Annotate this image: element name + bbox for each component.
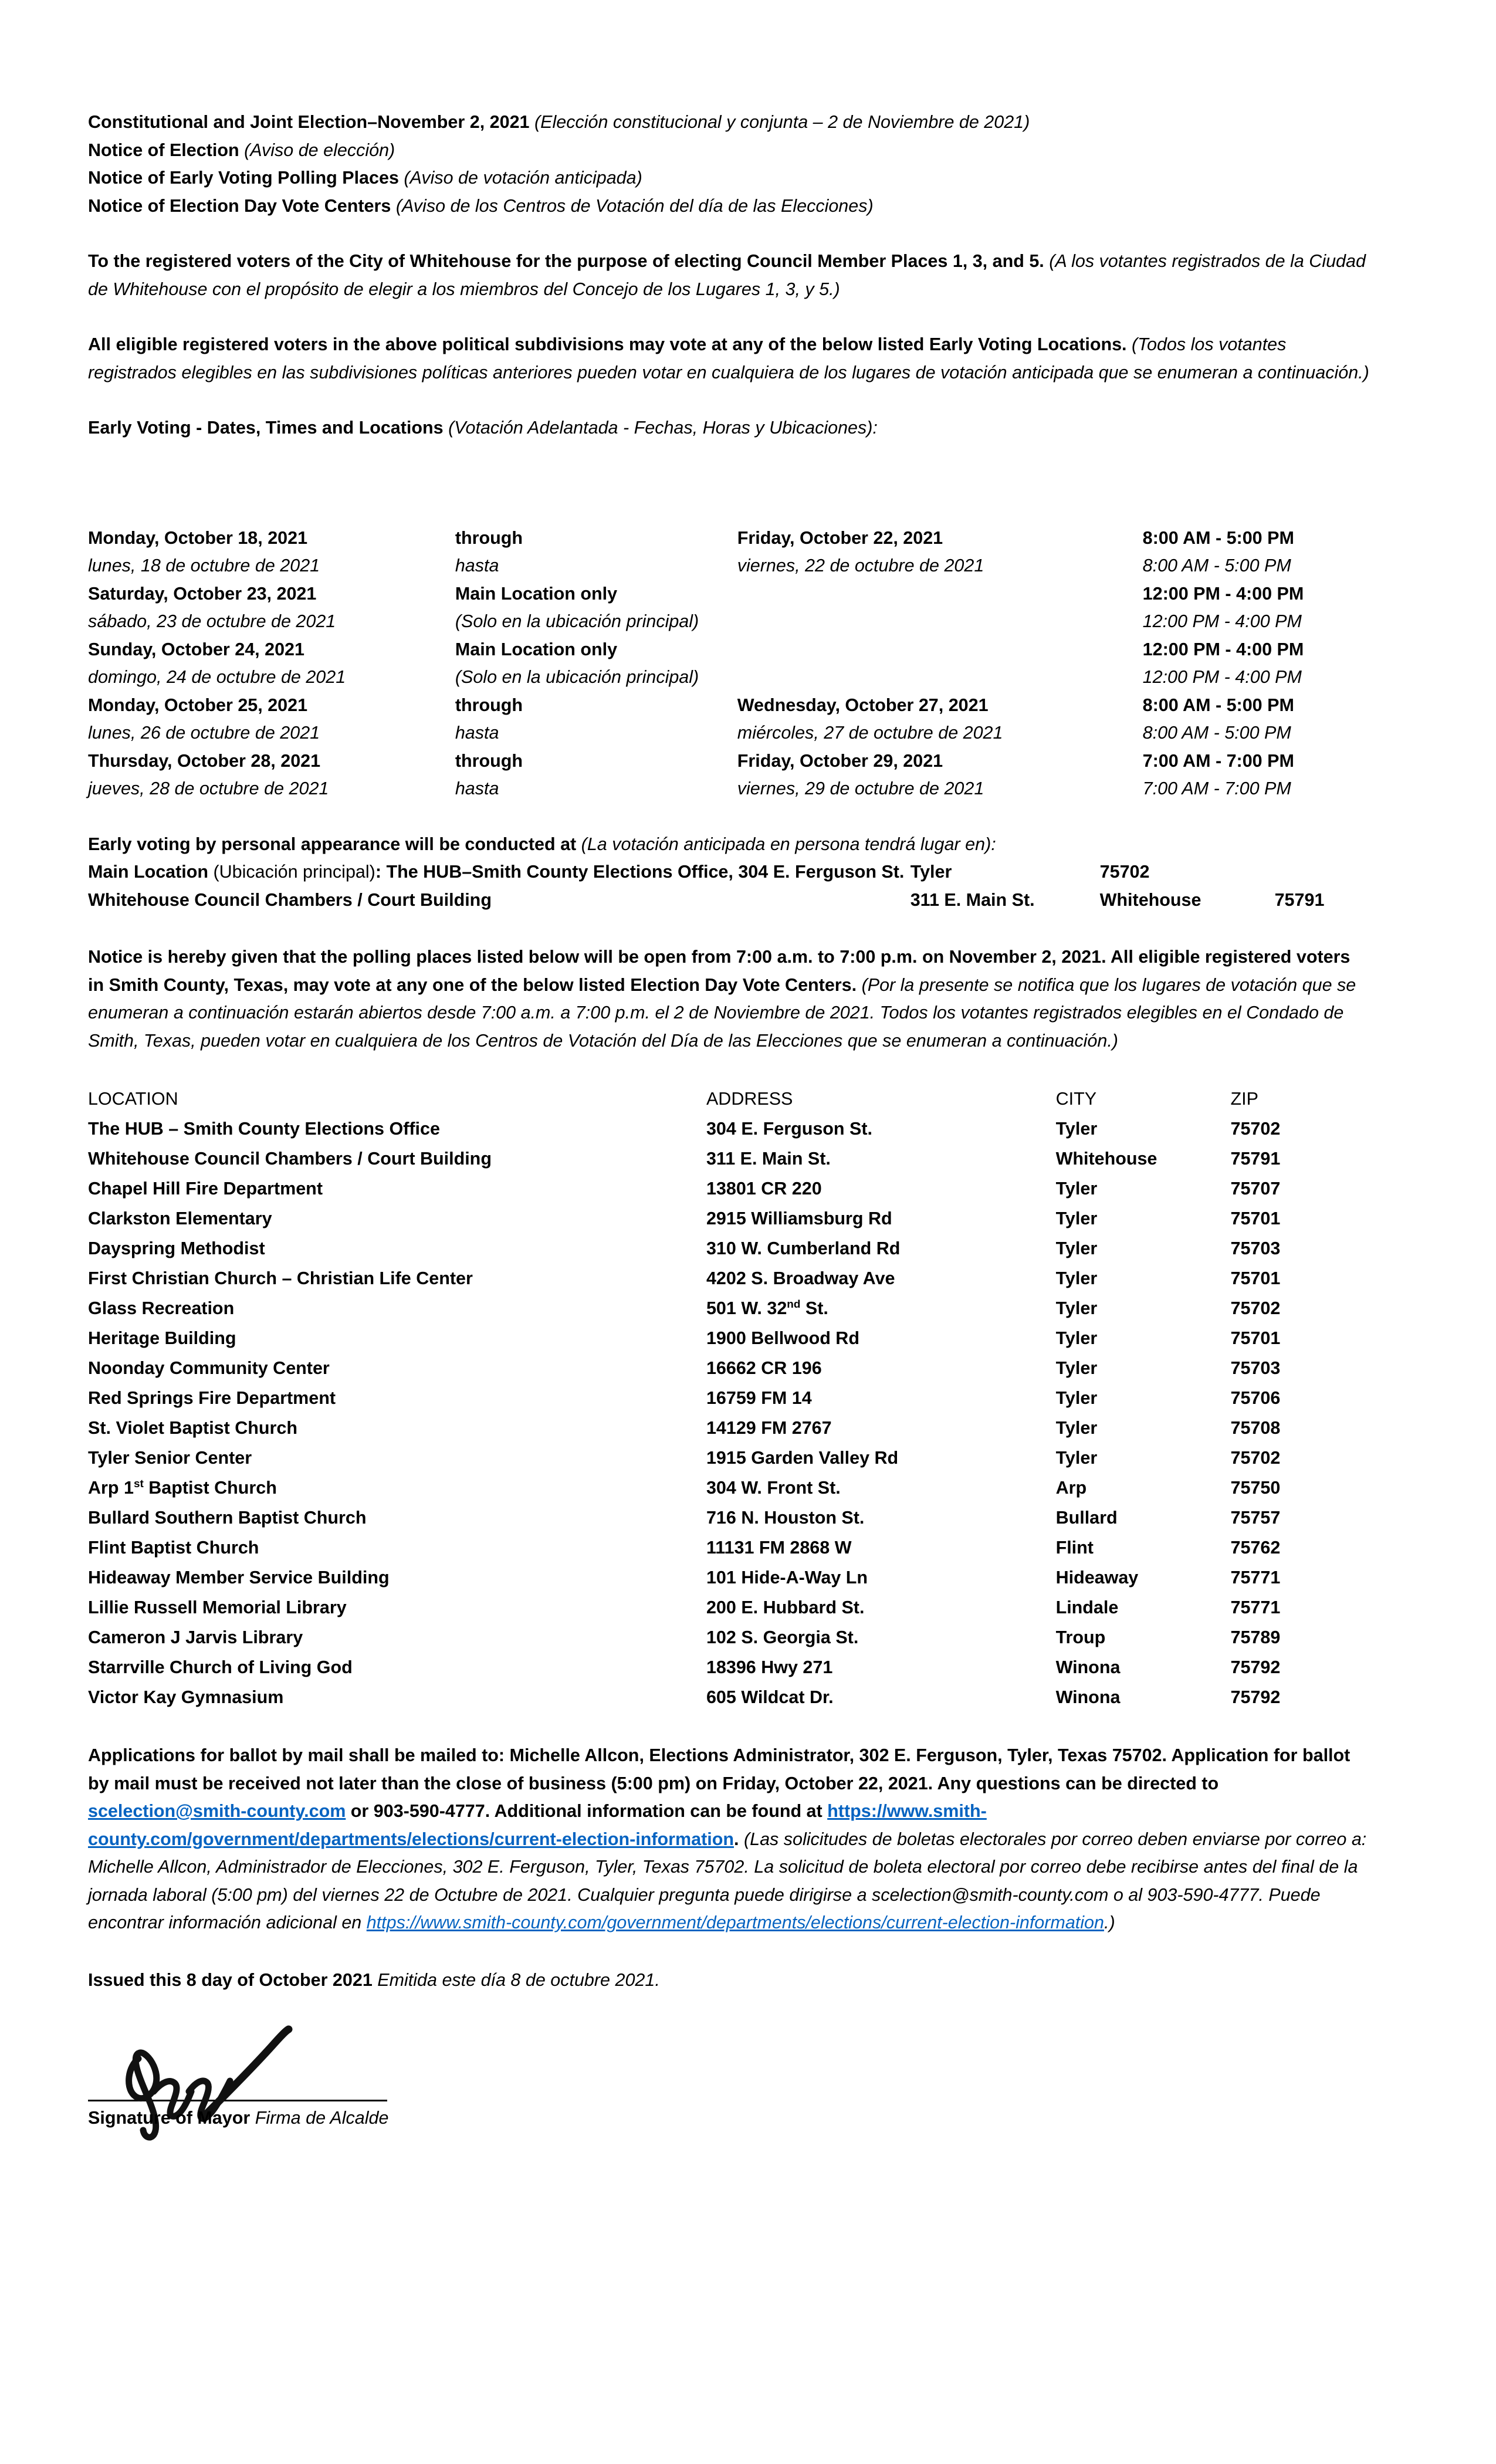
location-address: 200 E. Hubbard St.: [706, 1597, 865, 1617]
schedule-start-date: Monday, October 25, 2021: [88, 695, 308, 715]
table-row: [88, 608, 1370, 636]
table-row: [88, 524, 1370, 553]
schedule-start-date: lunes, 18 de octubre de 2021: [88, 556, 320, 576]
location-zip: 75771: [1230, 1597, 1281, 1617]
schedule-start-date: lunes, 26 de octubre de 2021: [88, 723, 320, 743]
schedule-end-date: Friday, October 22, 2021: [737, 527, 943, 548]
location-address: 102 S. Georgia St.: [706, 1627, 859, 1647]
location-address: 605 Wildcat Dr.: [706, 1687, 834, 1707]
schedule-hours: 12:00 PM - 4:00 PM: [1142, 611, 1302, 631]
main-location-label-en: Main Location: [88, 862, 214, 882]
schedule-start-date: Thursday, October 28, 2021: [88, 750, 321, 771]
schedule-connector: through: [455, 695, 523, 715]
location-city: Tyler: [1055, 1238, 1098, 1258]
location-city: Tyler: [1055, 1448, 1098, 1468]
location-zip: 75708: [1230, 1418, 1281, 1438]
location-name: Lillie Russell Memorial Library: [88, 1597, 347, 1617]
title-block: [88, 109, 1370, 220]
location-address: 16759 FM 14: [706, 1388, 812, 1408]
table-row: [88, 1234, 1370, 1264]
signature-rule: [88, 2100, 387, 2101]
spacer: [88, 220, 1370, 248]
schedule-connector: hasta: [455, 723, 499, 743]
location-name: Noonday Community Center: [88, 1358, 330, 1378]
location-zip: 75792: [1230, 1657, 1281, 1677]
schedule-connector: hasta: [455, 779, 499, 798]
issuance-en: Issued this 8 day of October 2021: [88, 1969, 378, 1990]
location-name: Tyler Senior Center: [88, 1448, 252, 1468]
table-row: [88, 1623, 1370, 1653]
ballot-by-mail-es-1: (Las solicitudes de boletas electorales por correo deben enviarse por correo a: Michelle Allcon, Administrador de Elecciones, 302 E. Ferguson, Tyler, Texas 75702. La solicitud de boleta electoral por correo debe recibirse antes del final de la jornada laboral (5:00 pm) del viernes 22 de Octubre de 2021. Cualquier pregunta puede dirigirse a scelection@smith-county.com o al 903-590-4777. Puede encontrar información adicional en: [88, 1829, 1367, 1932]
signature-caption: [88, 2106, 388, 2130]
location-zip: 75791: [1230, 1149, 1281, 1169]
second-location-name: Whitehouse Council Chambers / Court Building: [88, 889, 492, 910]
table-row: [88, 775, 1370, 803]
ballot-by-mail-en-1: Applications for ballot by mail shall be mailed to: Michelle Allcon, Elections Administrator, 302 E. Ferguson, Tyler, Texas 75702. Application for ballot by mail must be received not later than the close of business (5:00 pm) on Friday, October 22, 2021. Any questions can be directed to: [88, 1745, 1351, 1793]
schedule-hours: 12:00 PM - 4:00 PM: [1142, 667, 1302, 687]
location-name-prefix: Arp 1: [88, 1478, 134, 1498]
personal-appearance-heading-en: Early voting by personal appearance will be conducted at: [88, 834, 581, 854]
main-location-city: Tyler: [910, 862, 952, 882]
schedule-end-date: [737, 636, 1143, 664]
ballot-by-mail-es-2: .): [1104, 1913, 1115, 1932]
location-city: Hideaway: [1055, 1568, 1139, 1588]
schedule-end-date: miércoles, 27 de octubre de 2021: [737, 723, 1003, 743]
table-row: [88, 1204, 1370, 1234]
location-zip: 75703: [1230, 1238, 1281, 1258]
location-zip: 75701: [1230, 1268, 1281, 1288]
location-zip: 75750: [1230, 1478, 1281, 1498]
location-city: Bullard: [1055, 1508, 1118, 1528]
election-day-notice-en: Notice is hereby given that the polling places listed below will be open from 7:00 a.m. to 7:00 p.m. on November 2, 2021. All eligible registered voters in Smith County, Texas, may vote at any one of the below listed Election Day Vote Centers.: [88, 947, 1351, 995]
location-name: Clarkston Elementary: [88, 1209, 272, 1228]
location-name: First Christian Church – Christian Life Center: [88, 1268, 473, 1288]
location-address: 1900 Bellwood Rd: [706, 1328, 859, 1348]
location-city: Winona: [1055, 1657, 1121, 1677]
location-zip: 75701: [1230, 1328, 1281, 1348]
table-row: [88, 636, 1370, 664]
location-address: 310 W. Cumberland Rd: [706, 1238, 901, 1258]
schedule-hours: 12:00 PM - 4:00 PM: [1142, 639, 1304, 659]
location-city: Tyler: [1055, 1179, 1098, 1199]
schedule-hours: 8:00 AM - 5:00 PM: [1142, 695, 1294, 715]
location-city: Arp: [1055, 1478, 1087, 1498]
early-voting-heading-en: Early Voting - Dates, Times and Locations: [88, 418, 449, 438]
table-row: [88, 1683, 1370, 1712]
spacer: [88, 1055, 1370, 1084]
location-name: Glass Recreation: [88, 1298, 235, 1318]
schedule-connector: Main Location only: [455, 639, 618, 659]
location-city: Tyler: [1055, 1328, 1098, 1348]
schedule-connector: through: [455, 527, 523, 548]
elections-info-url-link[interactable]: https://www.smith-county.com/government/departments/elections/current-election-information: [88, 1801, 987, 1849]
main-location-table: [88, 858, 1370, 914]
signature-caption-en: Signature of Mayor: [88, 2108, 255, 2128]
table-row: [88, 1593, 1370, 1623]
location-zip: 75792: [1230, 1687, 1281, 1707]
location-address: 101 Hide-A-Way Ln: [706, 1568, 868, 1588]
table-row: [88, 1533, 1370, 1563]
location-zip: 75703: [1230, 1358, 1281, 1378]
personal-appearance-heading: [88, 831, 1370, 859]
location-zip: 75757: [1230, 1508, 1281, 1528]
early-voting-schedule-table: [88, 524, 1370, 803]
table-row: [88, 1144, 1370, 1174]
schedule-start-date: jueves, 28 de octubre de 2021: [88, 779, 329, 798]
location-address: 2915 Williamsburg Rd: [706, 1209, 892, 1228]
location-city: Tyler: [1055, 1119, 1098, 1139]
schedule-end-date: [737, 664, 1143, 692]
location-name: Heritage Building: [88, 1328, 236, 1348]
location-city: Tyler: [1055, 1388, 1098, 1408]
schedule-connector: Main Location only: [455, 583, 618, 604]
location-address: 716 N. Houston St.: [706, 1508, 865, 1528]
eligible-voters-es: (Todos los votantes registrados elegibles en las subdivisiones políticas anteriores pueden votar en cualquiera de los lugares de votación anticipada que se enumeran a continuación.): [88, 334, 1369, 383]
location-city: Flint: [1055, 1538, 1094, 1558]
location-city: Troup: [1055, 1627, 1106, 1647]
location-name-suffix: Baptist Church: [143, 1478, 277, 1498]
title-line-2-es: (Aviso de elección): [244, 140, 395, 160]
location-zip: 75702: [1230, 1448, 1281, 1468]
elections-email-link[interactable]: scelection@smith-county.com: [88, 1801, 346, 1821]
location-name: Bullard Southern Baptist Church: [88, 1508, 367, 1528]
schedule-connector: hasta: [455, 556, 499, 576]
second-location-city: Whitehouse: [1099, 889, 1201, 910]
ballot-by-mail-en-2: or 903-590-4777. Additional information can be found at: [346, 1801, 828, 1821]
issuance-line: [88, 1967, 1370, 1995]
address-number: 501 W. 32: [706, 1298, 787, 1318]
election-day-notice-paragraph: [88, 943, 1370, 1055]
election-day-notice-es: (Por la presente se notifica que los lugares de votación que se enumeran a continuación estarán abiertos desde 7:00 a.m. a 7:00 p.m. el 2 de Noviembre de 2021. Todos los votantes registrados elegibles en el Condado de Smith, Texas, pueden votar en cualquiera de los Centros de Votación del Día de las Elecciones que se enumeran a continuación.): [88, 974, 1356, 1051]
spacer: [88, 914, 1370, 943]
column-header-address: ADDRESS: [706, 1089, 793, 1109]
table-row: [88, 552, 1370, 580]
location-city: Tyler: [1055, 1418, 1098, 1438]
title-line-1: [88, 109, 1370, 137]
table-row: [88, 1264, 1370, 1294]
second-location-address: 311 E. Main St.: [910, 889, 1035, 910]
table-row: [88, 858, 1370, 886]
schedule-end-date: Friday, October 29, 2021: [737, 750, 943, 771]
column-header-location: LOCATION: [88, 1089, 178, 1109]
location-address: 304 W. Front St.: [706, 1478, 841, 1498]
location-address: 13801 CR 220: [706, 1179, 822, 1199]
title-line-3-es: (Aviso de votación anticipada): [404, 168, 642, 188]
schedule-start-date: Monday, October 18, 2021: [88, 527, 308, 548]
column-header-zip: ZIP: [1230, 1089, 1258, 1109]
spacer: [88, 803, 1370, 831]
location-address: 304 E. Ferguson St.: [706, 1119, 873, 1139]
location-zip: 75701: [1230, 1209, 1281, 1228]
title-line-3-en: Notice of Early Voting Polling Places: [88, 168, 404, 188]
table-row: [88, 886, 1370, 915]
table-row: [88, 1174, 1370, 1204]
signature-caption-es: Firma de Alcalde: [255, 2108, 389, 2128]
location-address: 11131 FM 2868 W: [706, 1538, 852, 1558]
address-ordinal-suffix: nd: [787, 1298, 801, 1311]
column-header-city: CITY: [1055, 1089, 1097, 1109]
table-row: [88, 580, 1370, 608]
main-location-name: [88, 858, 911, 886]
location-zip: 75706: [1230, 1388, 1281, 1408]
title-line-1-en: Constitutional and Joint Election–November 2, 2021: [88, 112, 534, 132]
table-row: [88, 1324, 1370, 1353]
eligible-voters-en: All eligible registered voters in the above political subdivisions may vote at any of the below listed Early Voting Locations.: [88, 334, 1132, 354]
location-name: St. Violet Baptist Church: [88, 1418, 298, 1438]
spacer: [88, 303, 1370, 331]
schedule-end-date: viernes, 29 de octubre de 2021: [737, 779, 984, 798]
table-row: [88, 1413, 1370, 1443]
schedule-connector: (Solo en la ubicación principal): [455, 611, 699, 631]
schedule-hours: 8:00 AM - 5:00 PM: [1142, 556, 1291, 576]
title-line-4-es: (Aviso de los Centros de Votación del día de las Elecciones): [395, 195, 874, 216]
spacer: [88, 442, 1370, 524]
location-zip: 75789: [1230, 1627, 1281, 1647]
intro-paragraph-es: (A los votantes registrados de la Ciudad de Whitehouse con el propósito de elegir a los miembros del Concejo de los Lugares 1, 3, y 5.): [88, 251, 1366, 299]
schedule-start-date: sábado, 23 de octubre de 2021: [88, 611, 336, 631]
location-address: 16662 CR 196: [706, 1358, 822, 1378]
elections-info-url-link-es[interactable]: https://www.smith-county.com/government/departments/elections/current-election-information: [366, 1913, 1104, 1932]
schedule-connector: (Solo en la ubicación principal): [455, 667, 699, 687]
location-city: Lindale: [1055, 1597, 1119, 1617]
title-line-4: [88, 192, 1370, 221]
table-row: [88, 1473, 1370, 1503]
schedule-start-date: domingo, 24 de octubre de 2021: [88, 667, 346, 687]
main-location-label-es: (Ubicación principal): [213, 862, 375, 882]
location-name: Victor Kay Gymnasium: [88, 1687, 284, 1707]
title-line-2: [88, 137, 1370, 165]
location-address: [706, 1294, 1056, 1324]
location-address: 18396 Hwy 271: [706, 1657, 833, 1677]
intro-paragraph-en: To the registered voters of the City of Whitehouse for the purpose of electing Council Member Places 1, 3, and 5.: [88, 251, 1050, 271]
location-name: Chapel Hill Fire Department: [88, 1179, 323, 1199]
table-row: [88, 1353, 1370, 1383]
table-row: [88, 1383, 1370, 1413]
location-name: Flint Baptist Church: [88, 1538, 259, 1558]
second-location-zip: 75791: [1274, 889, 1325, 910]
schedule-start-date: Sunday, October 24, 2021: [88, 639, 304, 659]
location-zip: 75707: [1230, 1179, 1281, 1199]
location-address: 14129 FM 2767: [706, 1418, 832, 1438]
location-name: Whitehouse Council Chambers / Court Building: [88, 1149, 492, 1169]
location-name: Dayspring Methodist: [88, 1238, 265, 1258]
table-row: [88, 664, 1370, 692]
early-voting-heading-es: (Votación Adelantada - Fechas, Horas y Ubicaciones):: [448, 418, 878, 438]
location-city: Tyler: [1055, 1358, 1098, 1378]
location-name: Red Springs Fire Department: [88, 1388, 336, 1408]
location-name: The HUB – Smith County Elections Office: [88, 1119, 440, 1139]
schedule-hours: 8:00 AM - 5:00 PM: [1142, 527, 1294, 548]
location-zip: 75762: [1230, 1538, 1281, 1558]
election-day-locations-table: [88, 1084, 1370, 1712]
location-name: Cameron J Jarvis Library: [88, 1627, 303, 1647]
location-city: Whitehouse: [1055, 1149, 1157, 1169]
address-street: St.: [800, 1298, 828, 1318]
schedule-end-date: Wednesday, October 27, 2021: [737, 695, 989, 715]
table-row: [88, 1653, 1370, 1683]
title-line-1-es: (Elección constitucional y conjunta – 2 de Noviembre de 2021): [534, 112, 1030, 132]
spacer: [88, 1937, 1370, 1967]
schedule-hours: 7:00 AM - 7:00 PM: [1142, 779, 1291, 798]
table-row: [88, 1443, 1370, 1473]
ballot-by-mail-en-3: .: [734, 1829, 744, 1849]
table-header-row: [88, 1084, 1370, 1114]
location-city: Tyler: [1055, 1298, 1098, 1318]
location-zip: 75771: [1230, 1568, 1281, 1588]
title-line-2-en: Notice of Election: [88, 140, 245, 160]
location-zip: 75702: [1230, 1119, 1281, 1139]
table-row: [88, 1563, 1370, 1593]
early-voting-heading: [88, 414, 1370, 442]
schedule-end-date: [737, 608, 1143, 636]
location-city: Tyler: [1055, 1268, 1098, 1288]
location-ordinal-suffix: st: [133, 1477, 144, 1490]
schedule-hours: 12:00 PM - 4:00 PM: [1142, 583, 1304, 604]
table-row: [88, 1294, 1370, 1324]
intro-paragraph: [88, 248, 1370, 303]
main-location-address: : The HUB–Smith County Elections Office, 304 E. Ferguson St.: [375, 862, 905, 882]
location-name: [88, 1473, 706, 1503]
location-address: 4202 S. Broadway Ave: [706, 1268, 895, 1288]
personal-appearance-heading-es: (La votación anticipada en persona tendrá lugar en):: [581, 834, 996, 854]
spacer: [88, 1712, 1370, 1742]
title-line-3: [88, 164, 1370, 192]
spacer: [88, 387, 1370, 414]
ballot-by-mail-paragraph: [88, 1742, 1370, 1937]
location-name: Starrville Church of Living God: [88, 1657, 353, 1677]
table-row: [88, 1503, 1370, 1533]
title-line-4-en: Notice of Election Day Vote Centers: [88, 195, 396, 216]
table-row: [88, 747, 1370, 776]
schedule-hours: 7:00 AM - 7:00 PM: [1142, 750, 1294, 771]
schedule-end-date: [737, 580, 1143, 608]
eligible-voters-paragraph: [88, 331, 1370, 387]
location-city: Winona: [1055, 1687, 1121, 1707]
location-zip: 75702: [1230, 1298, 1281, 1318]
schedule-end-date: viernes, 22 de octubre de 2021: [737, 556, 984, 576]
location-address: 311 E. Main St.: [706, 1149, 831, 1169]
location-city: Tyler: [1055, 1209, 1098, 1228]
location-address: 1915 Garden Valley Rd: [706, 1448, 899, 1468]
schedule-connector: through: [455, 750, 523, 771]
issuance-es: Emitida este día 8 de octubre 2021.: [377, 1969, 660, 1990]
signature-block: [88, 2030, 1370, 2130]
table-row: [88, 1114, 1370, 1144]
table-row: [88, 719, 1370, 747]
table-row: [88, 692, 1370, 720]
schedule-start-date: Saturday, October 23, 2021: [88, 583, 317, 604]
location-name: Hideaway Member Service Building: [88, 1568, 390, 1588]
schedule-hours: 8:00 AM - 5:00 PM: [1142, 723, 1291, 743]
main-location-zip: 75702: [1099, 862, 1150, 882]
